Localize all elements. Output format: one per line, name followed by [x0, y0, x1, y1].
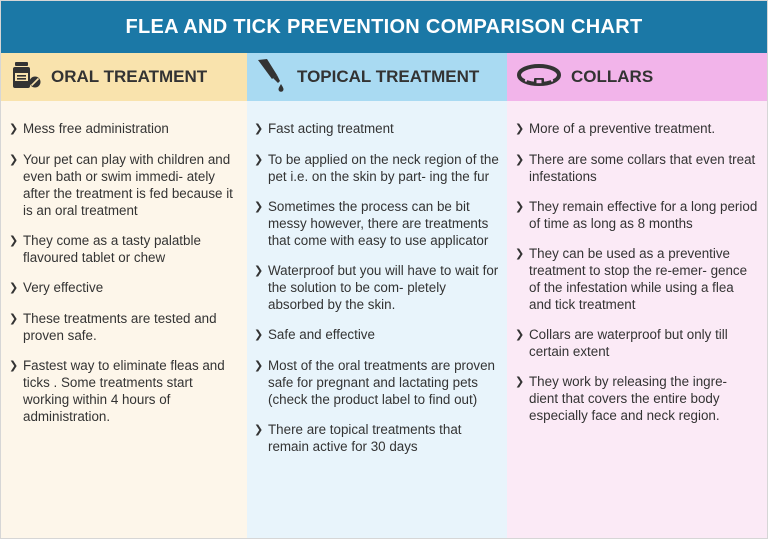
list-item: ❯ Mess free administration — [9, 121, 169, 136]
list-item: ❯ They can be used as a preventive treatment to stop the re-emer- gence of the infestation while using a flea and tick treatment — [515, 246, 748, 312]
chevron-right-icon: ❯ — [9, 313, 19, 325]
chevron-right-icon: ❯ — [254, 201, 264, 213]
column-collars — [507, 53, 767, 538]
list-item: ❯ Safe and effective — [254, 327, 375, 342]
chevron-right-icon: ❯ — [515, 201, 525, 213]
chevron-right-icon: ❯ — [515, 123, 525, 135]
list-item: ❯ Fastest way to eliminate fleas and ticks . Some treatments start working within 4 hours of administration. — [9, 358, 225, 424]
chevron-right-icon: ❯ — [9, 154, 19, 166]
list-item: ❯ To be applied on the neck region of the pet i.e. on the skin by part- ing the fur — [254, 152, 499, 184]
list-item: ❯ They work by releasing the ingre- dient that covers the entire body especially face and neck region. — [515, 374, 727, 423]
column-header-label: TOPICAL TREATMENT — [297, 67, 480, 86]
chevron-right-icon: ❯ — [9, 123, 19, 135]
chart-title: FLEA AND TICK PREVENTION COMPARISON CHART — [1, 1, 767, 53]
chevron-right-icon: ❯ — [254, 424, 264, 436]
chevron-right-icon: ❯ — [9, 282, 19, 294]
chevron-right-icon: ❯ — [9, 235, 19, 247]
chevron-right-icon: ❯ — [9, 360, 19, 372]
chevron-right-icon: ❯ — [515, 248, 525, 260]
list-item: ❯ Most of the oral treatments are proven safe for pregnant and lactating pets (check the product label to find out) — [254, 358, 496, 407]
list-item: ❯ They remain effective for a long period of time as long as 8 months — [515, 199, 758, 231]
list-item: ❯ These treatments are tested and proven safe. — [9, 311, 217, 343]
pill-bottle-icon — [11, 60, 41, 95]
column-header-topical — [247, 53, 507, 101]
list-item: ❯ Waterproof but you will have to wait for the solution to be com- pletely absorbed by the skin. — [254, 263, 499, 312]
column-header-collars — [507, 53, 767, 101]
list-item: ❯ Your pet can play with children and even bath or swim immedi- ately after the treatment is fed because it is an oral treatment — [9, 152, 233, 218]
list-item: ❯ Collars are waterproof but only till certain extent — [515, 327, 728, 359]
list-item: ❯ There are some collars that even treat infestations — [515, 152, 756, 184]
list-item: ❯ More of a preventive treatment. — [515, 121, 716, 136]
column-topical-treatment — [247, 53, 507, 538]
chevron-right-icon: ❯ — [515, 329, 525, 341]
pipette-icon — [255, 57, 287, 98]
chevron-right-icon: ❯ — [254, 265, 264, 277]
column-header-oral — [1, 53, 247, 101]
list-item: ❯ Sometimes the process can be bit messy however, there are treatments that come with easy to use applicator — [254, 199, 489, 248]
oral-benefits-list — [1, 101, 247, 425]
column-oral-treatment — [1, 53, 247, 538]
collar-icon — [517, 62, 561, 93]
column-header-label: COLLARS — [571, 67, 654, 86]
chevron-right-icon: ❯ — [515, 376, 525, 388]
topical-benefits-list — [247, 101, 507, 455]
list-item: ❯ There are topical treatments that remain active for 30 days — [254, 422, 462, 454]
chevron-right-icon: ❯ — [254, 360, 264, 372]
column-header-label: ORAL TREATMENT — [51, 67, 208, 86]
list-item: ❯ Fast acting treatment — [254, 121, 394, 136]
collars-benefits-list — [507, 101, 767, 424]
chevron-right-icon: ❯ — [254, 123, 264, 135]
chevron-right-icon: ❯ — [515, 154, 525, 166]
list-item: ❯ They come as a tasty palatble flavoured tablet or chew — [9, 233, 201, 265]
chevron-right-icon: ❯ — [254, 329, 264, 341]
list-item: ❯ Very effective — [9, 280, 104, 295]
chevron-right-icon: ❯ — [254, 154, 264, 166]
